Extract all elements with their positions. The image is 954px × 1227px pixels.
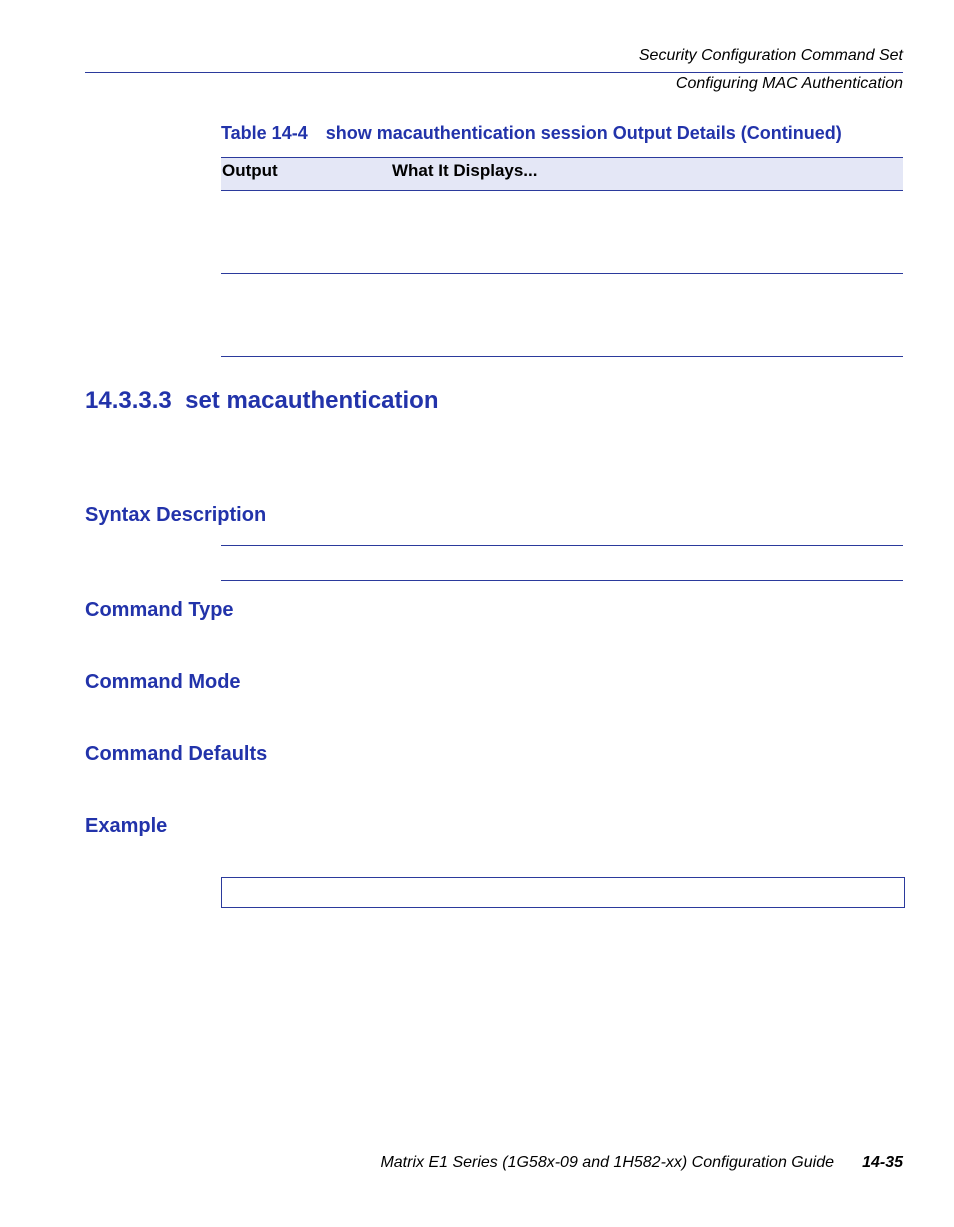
command-defaults-heading: Command Defaults (85, 743, 268, 765)
table-title: show macauthentication session Output Details (Continued) (325, 123, 842, 143)
table-row-divider (221, 273, 903, 274)
example-code-box (221, 877, 905, 908)
column-header-output: Output (222, 161, 278, 180)
running-header-section: Configuring MAC Authentication (675, 75, 903, 92)
syntax-table-bottom-rule (221, 580, 903, 581)
header-rule (85, 72, 903, 73)
example-heading: Example (85, 815, 168, 837)
page-number: 14-35 (862, 1154, 903, 1171)
syntax-description-heading: Syntax Description (85, 504, 267, 526)
command-type-heading: Command Type (85, 599, 234, 621)
table-number: Table 14-4 (221, 123, 308, 143)
command-mode-heading: Command Mode (85, 671, 241, 693)
table-bottom-rule (221, 356, 903, 357)
footer-guide-title: Matrix E1 Series (1G58x-09 and 1H582-xx) Configuration Guide (380, 1154, 834, 1171)
syntax-table-top-rule (221, 545, 903, 546)
section-heading (85, 387, 439, 415)
column-header-what-it-displays: What It Displays... (392, 161, 538, 180)
table-caption (221, 123, 842, 144)
section-number: 14.3.3.3 (85, 387, 172, 414)
running-header-chapter: Security Configuration Command Set (638, 47, 903, 64)
table-header-row (221, 157, 903, 191)
section-title: set macauthentication (185, 387, 439, 414)
